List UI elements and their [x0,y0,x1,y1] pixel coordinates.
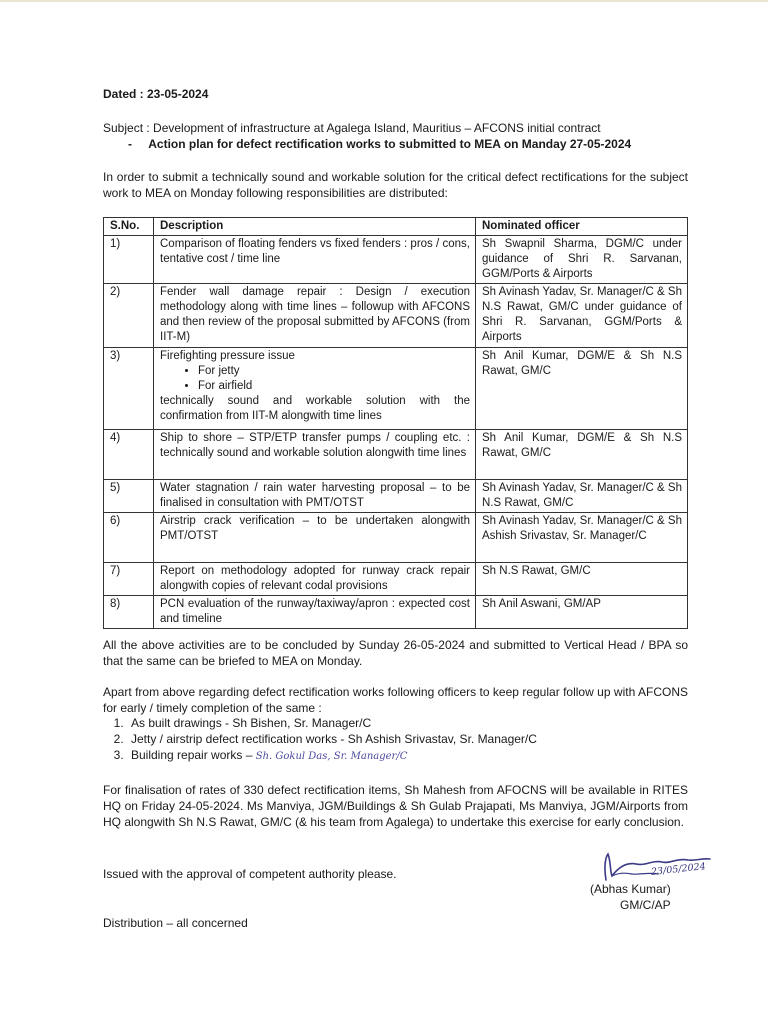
row-description: Ship to shore – STP/ETP transfer pumps / coupling etc. : technically sound and workable solution alongwith time lines [154,430,476,480]
issued-line: Issued with the approval of competent authority please. [103,867,397,881]
row-sno: 5) [104,480,154,513]
letter-action-line [128,136,698,152]
row-officer: Sh Avinash Yadav, Sr. Manager/C & Sh Ashish Srivastav, Sr. Manager/C [476,513,688,563]
row-sno: 3) [104,348,154,430]
row-bullet-list [160,364,470,394]
table-row [104,348,688,430]
row-sno: 4) [104,430,154,480]
row-description: Water stagnation / rain water harvesting proposal – to be finalised in consultation with PMT/OTST [154,480,476,513]
row-sno: 7) [104,563,154,596]
row-officer: Sh N.S Rawat, GM/C [476,563,688,596]
table-row [104,480,688,513]
signatory-designation: GM/C/AP [620,898,671,912]
row-officer: Sh Avinash Yadav, Sr. Manager/C & Sh N.S Rawat, GM/C [476,480,688,513]
intro-paragraph: In order to submit a technically sound and workable solution for the critical defect rectifications for the subject work to MEA on Monday following responsibilities are distributed: [103,170,688,200]
table-row [104,284,688,348]
row-description: Report on methodology adopted for runway crack repair alongwith copies of relevant codal provisions [154,563,476,596]
followup-paragraph: Apart from above regarding defect rectification works following officers to keep regular follow up with AFCONS for early / timely completion of the same : [103,685,688,715]
table-header-row [104,218,688,236]
row-officer: Sh Anil Kumar, DGM/E & Sh N.S Rawat, GM/C [476,348,688,430]
action-title: Action plan for defect rectification works to submitted to MEA on Manday 27-05-2024 [148,137,632,151]
row-description: PCN evaluation of the runway/taxiway/apron : expected cost and timeline [154,596,476,629]
row-description: Firefighting pressure issue [160,350,295,362]
distribution-line: Distribution – all concerned [103,916,248,930]
followup-list [103,715,537,765]
table-row [104,236,688,284]
table-row [104,563,688,596]
responsibility-table [103,217,688,629]
row-description: Comparison of floating fenders vs fixed fenders : pros / cons, tentative cost / time line [154,236,476,284]
completion-paragraph: All the above activities are to be concluded by Sunday 26-05-2024 and submitted to Vertical Head / BPA so that the same can be briefed to MEA on Monday. [103,638,688,668]
followup-item [127,747,537,765]
table-row [104,430,688,480]
row-sno: 6) [104,513,154,563]
action-dash: - [128,137,132,151]
row-officer: Sh Anil Kumar, DGM/E & Sh N.S Rawat, GM/C [476,430,688,480]
row-description-cell [154,348,476,430]
bullet-item: • For airfield [198,379,470,394]
row-description: Fender wall damage repair : Design / execution methodology along with time lines – followup with AFCONS and then review of the proposal submitted by AFCONS (from IIT-M) [154,284,476,348]
bullet-item: • For jetty [198,364,470,379]
row-sno: 1) [104,236,154,284]
rates-paragraph: For finalisation of rates of 330 defect rectification items, Sh Mahesh from AFOCNS will be available in RITES HQ on Friday 24-05-2024. Ms Manviya, JGM/Buildings & Sh Gulab Prajapati, Ms Manviya, JGM/Airports from HQ alongwith Sh N.S Rawat, GM/C (& his team from Agalega) to undertake this exercise for early conclusion. [103,783,688,829]
row-sno: 2) [104,284,154,348]
followup-item: 1. As built drawings - Sh Bishen, Sr. Manager/C [127,715,537,731]
header-officer: Nominated officer [476,218,688,236]
row-description-after: technically sound and workable solution with the confirmation from IIT-M alongwith time lines [160,395,470,422]
table-row [104,513,688,563]
letter-subject: Subject : Development of infrastructure at Agalega Island, Mauritius – AFCONS initial contract [103,121,601,135]
row-description: Airstrip crack verification – to be undertaken alongwith PMT/OTST [154,513,476,563]
page-top-edge [0,0,768,2]
row-officer: Sh Swapnil Sharma, DGM/C under guidance of Shri R. Sarvanan, GGM/Ports & Airports [476,236,688,284]
row-sno: 8) [104,596,154,629]
header-sno: S.No. [104,218,154,236]
header-description: Description [154,218,476,236]
followup-item: 2. Jetty / airstrip defect rectification works - Sh Ashish Srivastav, Sr. Manager/C [127,731,537,747]
row-officer: Sh Avinash Yadav, Sr. Manager/C & Sh N.S Rawat, GM/C under guidance of Shri R. Sarvanan, GGM/Ports & Airports [476,284,688,348]
table-row [104,596,688,629]
row-officer: Sh Anil Aswani, GM/AP [476,596,688,629]
letter-date: Dated : 23-05-2024 [103,87,209,101]
signature-date: 23/05/2024 [650,861,707,878]
signatory-name: (Abhas Kumar) [590,882,671,896]
handwritten-annotation: Sh. Gokul Das, Sr. Manager/C [255,751,408,762]
followup-item-text: Building repair works – [131,748,256,762]
